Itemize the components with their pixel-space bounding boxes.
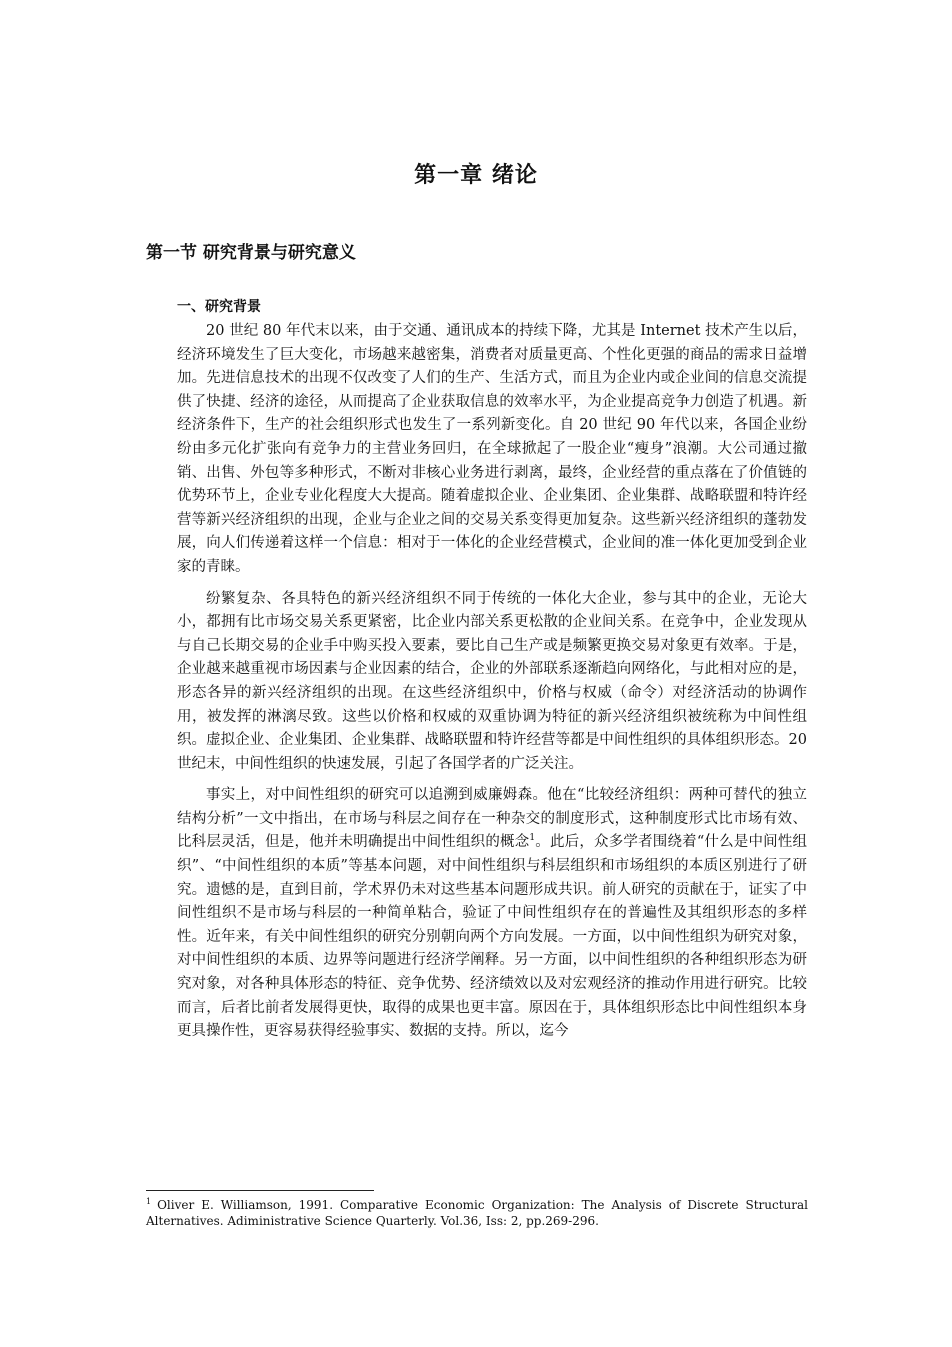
- footnote-mark: 1: [146, 1197, 152, 1206]
- body-text: [177, 320, 807, 1052]
- footnote-divider: [146, 1190, 374, 1191]
- footnote-reference[interactable]: 1: [529, 833, 536, 844]
- section-title: 第一节 研究背景与研究意义: [146, 243, 356, 263]
- footnote-text: Oliver E. Williamson, 1991. Comparative Economic Organization: The Analysis of Discrete Structural Alternatives. Adiministrative Science Quarterly. Vol.36, Iss: 2, pp.269-296.: [146, 1198, 808, 1228]
- chapter-title: 第一章 绪论: [414, 162, 538, 188]
- footnote: [146, 1197, 808, 1229]
- paragraph-1: 20 世纪 80 年代末以来，由于交通、通讯成本的持续下降，尤其是 Internet 技术产生以后，经济环境发生了巨大变化，市场越来越密集，消费者对质量更高、个性化更强的商品的需求日益增加。先进信息技术的出现不仅改变了人们的生产、生活方式，而且为企业内或企业间的信息交流提供了快捷、经济的途径，从而提高了企业获取信息的效率水平，为企业提高竞争力创造了机遇。新经济条件下，生产的社会组织形式也发生了一系列新变化。自 20 世纪 90 年代以来，各国企业纷纷由多元化扩张向有竞争力的主营业务回归，在全球掀起了一股企业“瘦身”浪潮。大公司通过撤销、出售、外包等多种形式，不断对非核心业务进行剥离，最终，企业经营的重点落在了价值链的优势环节上，企业专业化程度大大提高。随着虚拟企业、企业集团、企业集群、战略联盟和特许经营等新兴经济组织的出现，企业与企业之间的交易关系变得更加复杂。这些新兴经济组织的蓬勃发展，向人们传递着这样一个信息：相对于一体化的企业经营模式，企业间的准一体化更加受到企业家的青睐。: [177, 323, 807, 575]
- paragraph-2: 纷繁复杂、各具特色的新兴经济组织不同于传统的一体化大企业，参与其中的企业，无论大小，都拥有比市场交易关系更紧密，比企业内部关系更松散的企业间关系。在竞争中，企业发现从与自己长期交易的企业手中购买投入要素，要比自己生产或是频繁更换交易对象更有效率。于是，企业越来越重视市场因素与企业因素的结合，企业的外部联系逐渐趋向网络化，与此相对应的是，形态各异的新兴经济组织的出现。在这些经济组织中，价格与权威（命令）对经济活动的协调作用，被发挥的淋漓尽致。这些以价格和权威的双重协调为特征的新兴经济组织被统称为中间性组织。虚拟企业、企业集团、企业集群、战略联盟和特许经营等都是中间性组织的具体组织形态。20 世纪末，中间性组织的快速发展，引起了各国学者的广泛关注。: [177, 590, 807, 772]
- paragraph-3: [177, 784, 807, 1044]
- paragraph-3-after-ref: 。此后，众多学者围绕着“什么是中间性组织”、“中间性组织的本质”等基本问题，对中间性组织与科层组织和市场组织的本质区别进行了研究。遗憾的是，直到目前，学术界仍未对这些基本问题形成共识。前人研究的贡献在于，证实了中间性组织不是市场与科层的一种简单粘合，验证了中间性组织存在的普遍性及其组织形态的多样性。近年来，有关中间性组织的研究分别朝向两个方向发展。一方面，以中间性组织为研究对象，对中间性组织的本质、边界等问题进行经济学阐释。另一方面，以中间性组织的各种组织形态为研究对象，对各种具体形态的特征、竞争优势、经济绩效以及对宏观经济的推动作用进行研究。比较而言，后者比前者发展得更快，取得的成果也更丰富。原因在于，具体组织形态比中间性组织本身更具操作性，更容易获得经验事实、数据的支持。所以，迄今: [177, 834, 808, 1040]
- subsection-title: 一、研究背景: [177, 299, 261, 315]
- paragraph-3-before-ref: 事实上，对中间性组织的研究可以追溯到威廉姆森。他在“比较经济组织：两种可替代的独立结构分析”一文中指出，在市场与科层之间存在一种杂交的制度形式，这种制度形式比市场有效、比科层灵活，但是，他并未明确提出中间性组织的概念: [177, 787, 807, 851]
